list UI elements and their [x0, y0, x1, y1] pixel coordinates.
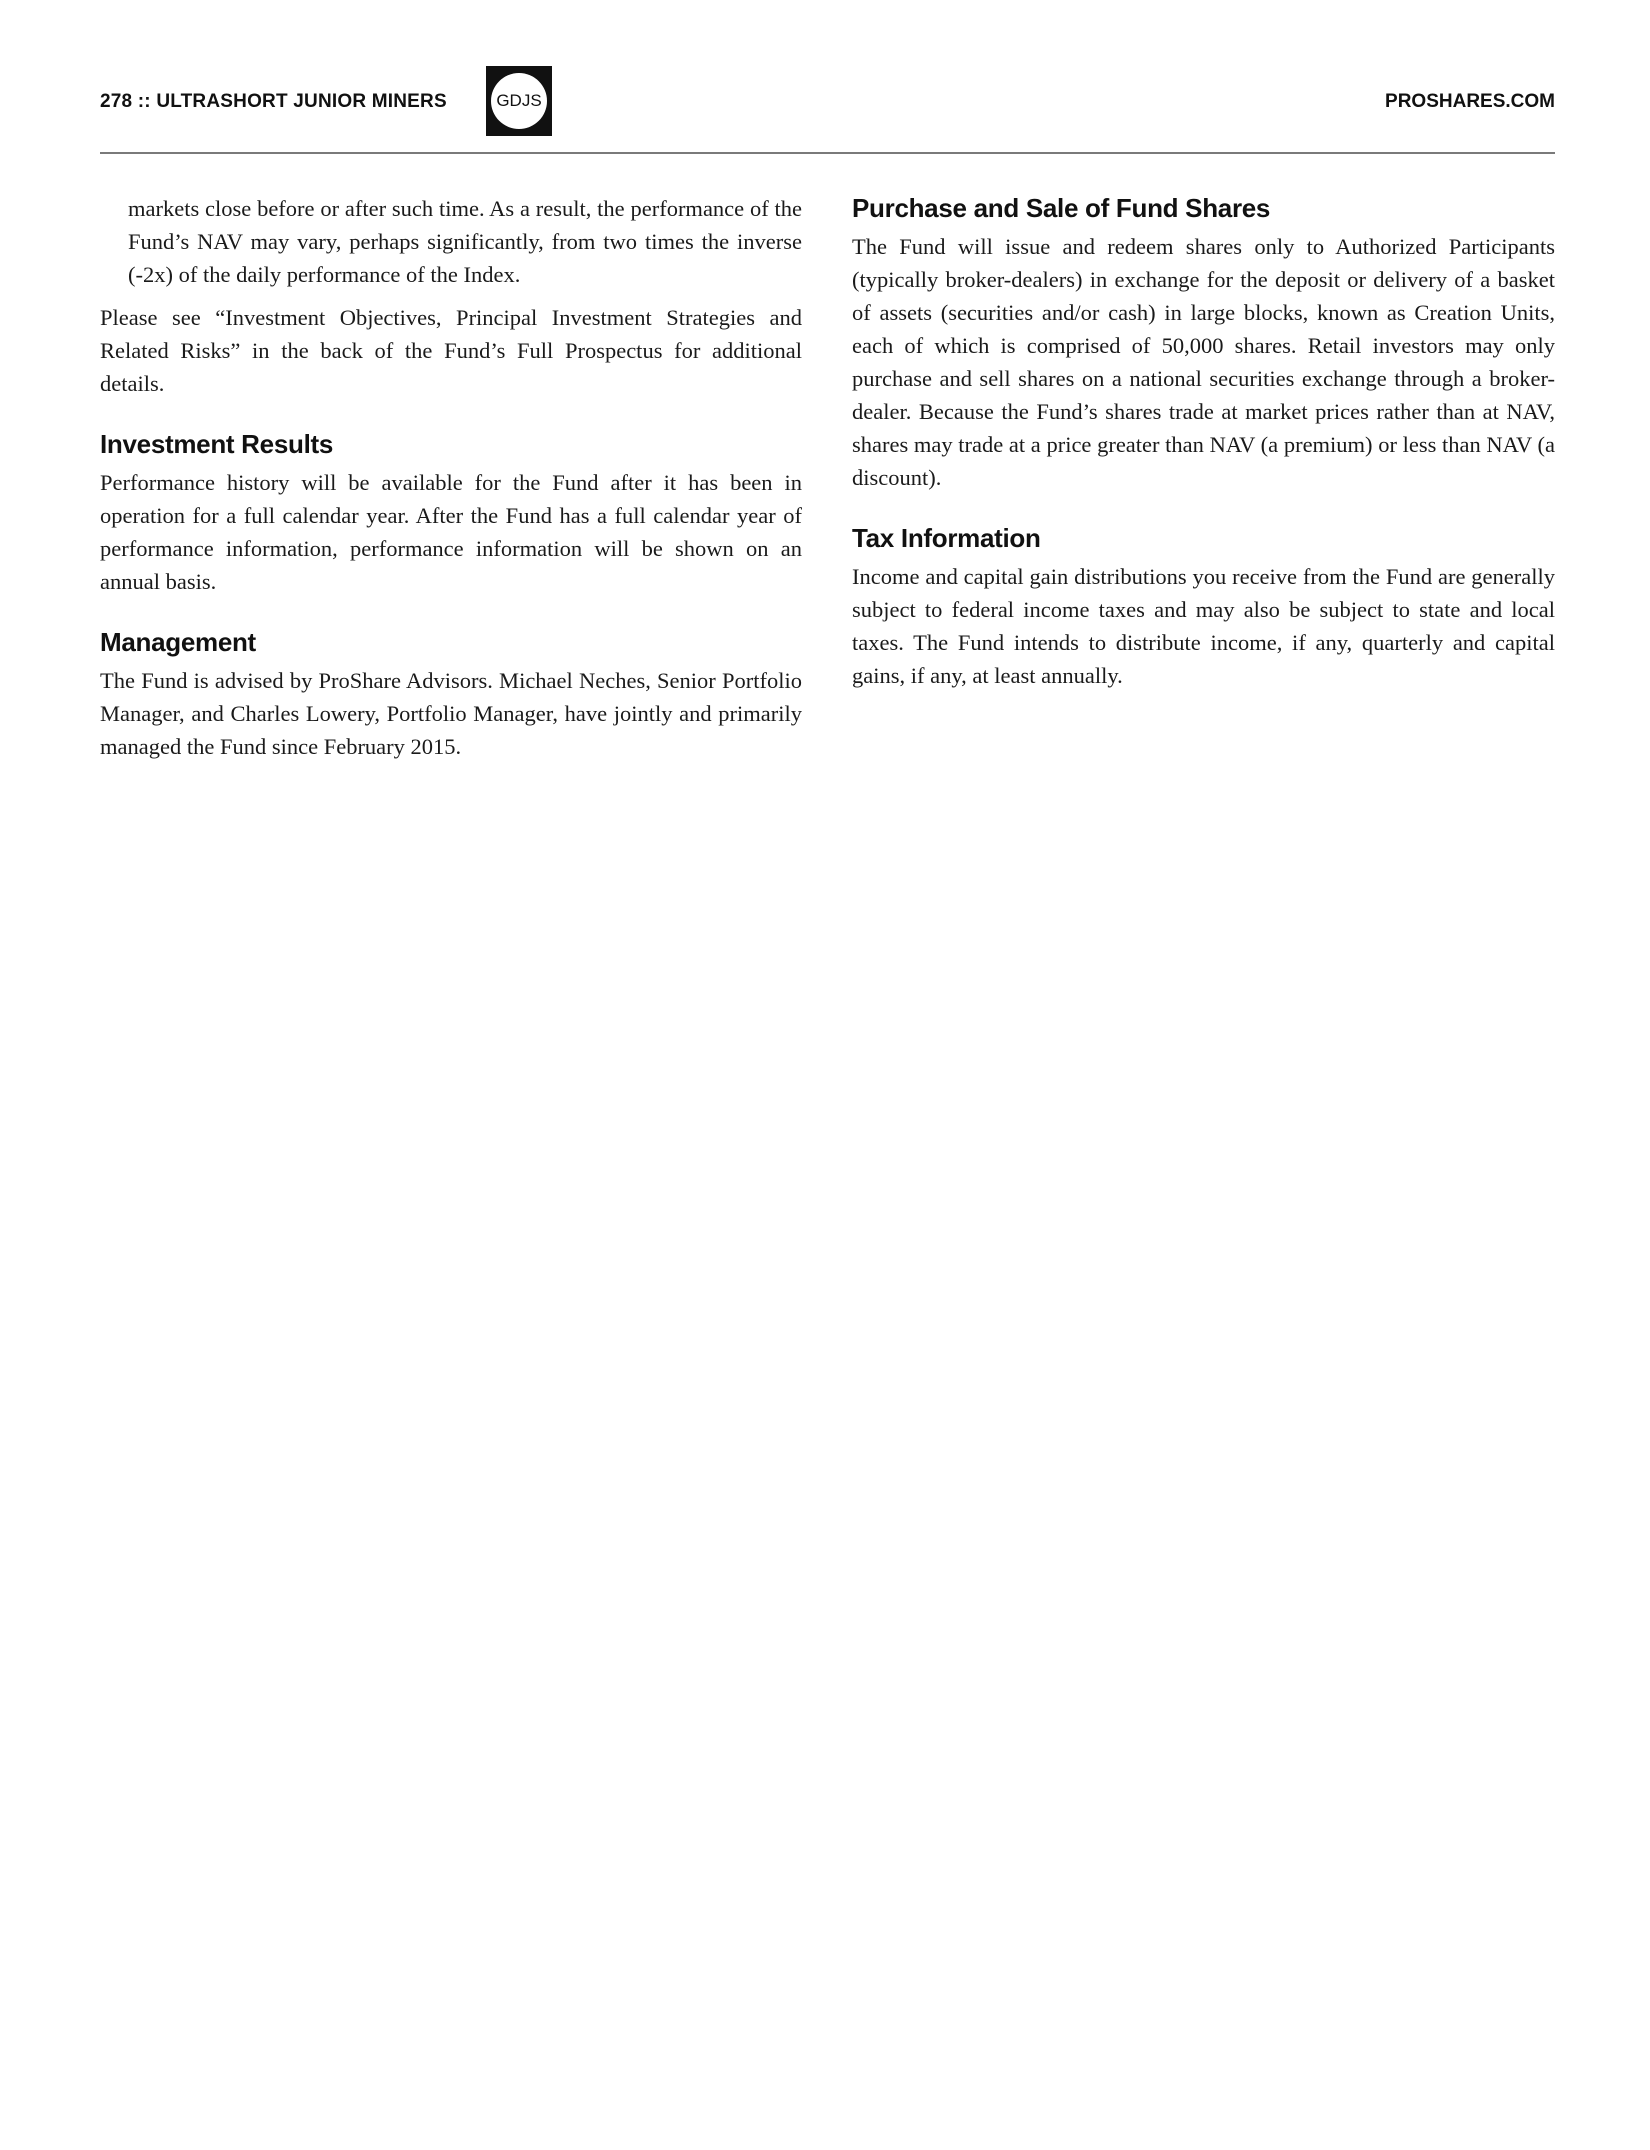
investment-results-heading: Investment Results	[100, 429, 334, 459]
management-heading: Management	[100, 627, 256, 657]
left-column	[100, 192, 802, 773]
site-url[interactable]: PROSHARES.COM	[1385, 91, 1555, 112]
see-also-paragraph: Please see “Investment Objectives, Principal Investment Strategies and Related Risks” in the back of the Fund’s Full Prospectus for additional details.	[100, 305, 802, 396]
investment-results-body: Performance history will be available for the Fund after it has been in operation for a full calendar year. After the Fund has a full calendar year of performance information, performance information will be shown on an annual basis.	[100, 470, 802, 594]
page-number-title: 278 :: ULTRASHORT JUNIOR MINERS	[100, 91, 447, 112]
ticker-badge	[486, 66, 552, 136]
purchase-sale-body: The Fund will issue and redeem shares only to Authorized Participants (typically broker-dealers) in exchange for the deposit or delivery of a basket of assets (securities and/or cash) in large blocks, known as Creation Units, each of which is comprised of 50,000 shares. Retail investors may only purchase and sell shares on a national securities exchange through a broker-dealer. Because the Fund’s shares trade at market prices rather than at NAV, shares may trade at a price greater than NAV (a premium) or less than NAV (a discount).	[852, 234, 1555, 490]
management-body: The Fund is advised by ProShare Advisors. Michael Neches, Senior Portfolio Manager, and Charles Lowery, Portfolio Manager, have jointly and primarily managed the Fund since February 2015.	[100, 668, 802, 759]
purchase-sale-heading: Purchase and Sale of Fund Shares	[852, 193, 1271, 223]
tax-information-heading: Tax Information	[852, 523, 1041, 553]
right-column	[852, 192, 1555, 702]
tax-information-body: Income and capital gain distributions you receive from the Fund are generally subject to federal income taxes and may also be subject to state and local taxes. The Fund intends to distribute income, if any, quarterly and capital gains, if any, at least annually.	[852, 564, 1555, 688]
page-header	[100, 66, 1555, 154]
ticker-symbol: GDJS	[491, 73, 547, 129]
continuation-paragraph: markets close before or after such time. As a result, the performance of the Fund’s NAV may vary, perhaps significantly, from two times the inverse (-2x) of the daily performance of the Index.	[128, 196, 802, 287]
